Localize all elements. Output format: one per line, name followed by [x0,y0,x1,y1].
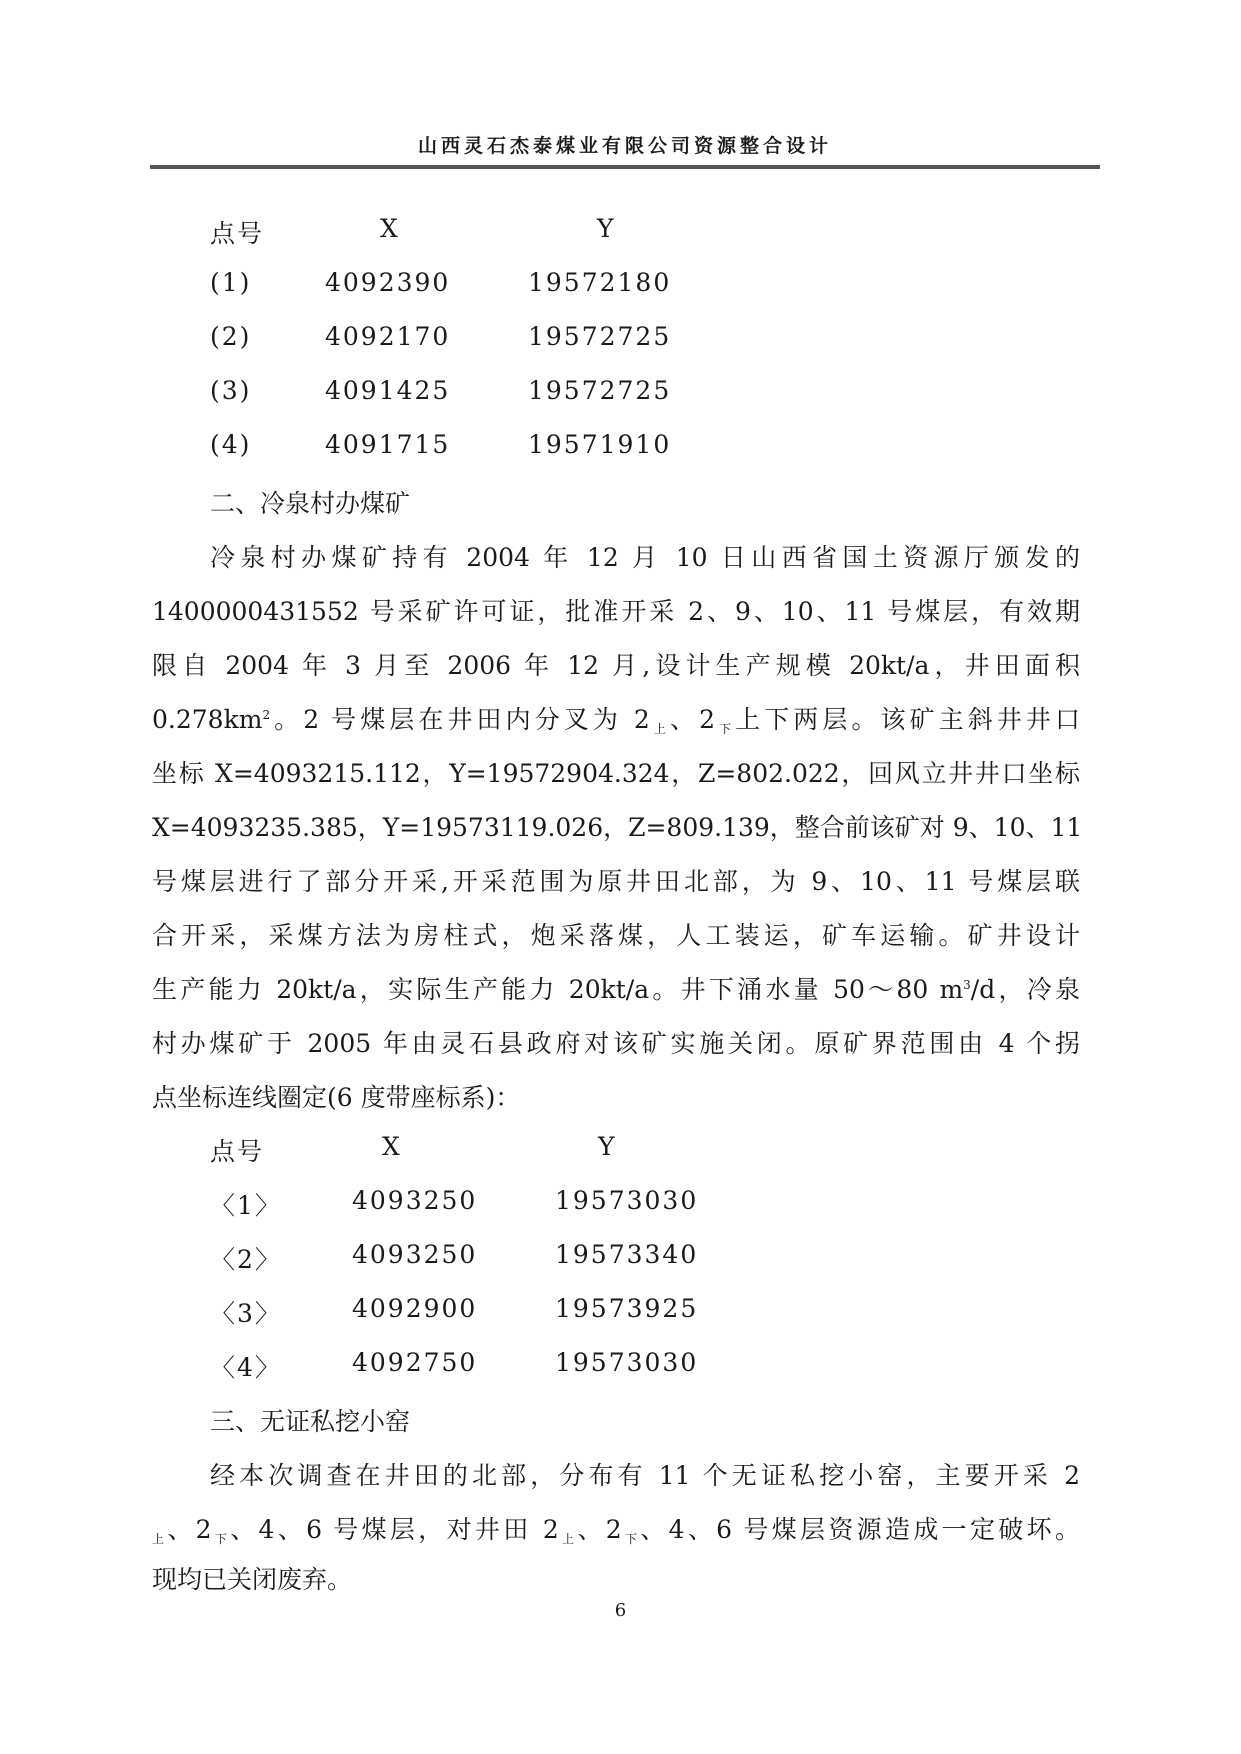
section2-line5: 坐标 X=4093215.112，Y=19572904.324，Z=802.022，回风立井井口坐标 [152,759,1080,788]
header-rule [150,165,1100,169]
table1-header-point: 点号 [210,219,265,248]
table2-row2-y: 19573340 [555,1240,699,1269]
section3-line1: 经本次调查在井田的北部，分布有 11 个无证私挖小窑，主要开采 2 [210,1461,1080,1490]
running-header-title: 山西灵石杰泰煤业有限公司资源整合设计 [417,135,832,157]
table1-row1-x: 4092390 [325,268,451,297]
table1-row4-y: 19571910 [528,430,672,459]
table1-row1-y: 19572180 [528,268,672,297]
table2-row3-x: 4092900 [352,1294,478,1323]
table2-row4-y: 19573030 [555,1348,699,1377]
table2-header-y: Y [598,1132,617,1161]
table2-row1-point: 〈1〉 [210,1191,282,1220]
table1-row3-x: 4091425 [325,376,451,405]
table1-row4-x: 4091715 [325,430,451,459]
section3-line3: 现均已关闭废弃。 [152,1565,353,1594]
table2-row2-point: 〈2〉 [210,1245,282,1274]
table1-row3-y: 19572725 [528,376,672,405]
table2-row4-point: 〈4〉 [210,1353,282,1382]
section2-line10: 村办煤矿于 2005 年由灵石县政府对该矿实施关闭。原矿界范围由 4 个拐 [152,1029,1080,1058]
table1-row4-point: (4) [210,430,252,459]
section2-heading: 二、冷泉村办煤矿 [210,489,411,518]
section2-line9: 生产能力 20kt/a，实际生产能力 20kt/a。井下涌水量 50～80 $m^3/d$，冷泉 [152,975,1080,1004]
table1-row3-point: (3) [210,376,252,405]
section2-line2: 1400000431552 号采矿许可证，批准开采 2、9、10、11 号煤层，有效期 [152,597,1080,626]
table1-row2-x: 4092170 [325,322,451,351]
table2-header-point: 点号 [210,1137,265,1166]
section2-line6: X=4093235.385，Y=19573119.026，Z=809.139，整合前该矿对 9、10、11 [152,813,1083,842]
table2-row3-y: 19573925 [555,1294,699,1323]
section2-line11: 点坐标连线圈定(6 度带座标系)： [152,1083,521,1112]
table2-row2-x: 4093250 [352,1240,478,1269]
section2-line4: $0.278km^2$。2 号煤层在井田内分叉为 $2_上$、$2_下$上下两层。该矿主斜井井口 [152,705,1080,736]
table1-row2-y: 19572725 [528,322,672,351]
table2-row3-point: 〈3〉 [210,1299,282,1328]
table1-row2-point: (2) [210,322,252,351]
table2-header-x: X [382,1132,402,1161]
table2-row1-y: 19573030 [555,1186,699,1215]
section2-line1: 冷泉村办煤矿持有 2004 年 12 月 10 日山西省国土资源厅颁发的 [210,543,1080,572]
table2-row4-x: 4092750 [352,1348,478,1377]
table2-row1-x: 4093250 [352,1186,478,1215]
section3-heading: 三、无证私挖小窑 [210,1407,411,1436]
page-number: 6 [614,1600,627,1621]
table1-row1-point: (1) [210,268,252,297]
section2-line3: 限自 2004 年 3 月至 2006 年 12 月,设计生产规模 20kt/a，井田面积 [152,651,1080,680]
section2-line7: 号煤层进行了部分开采,开采范围为原井田北部，为 9、10、11 号煤层联 [152,867,1080,896]
section2-line8: 合开采，采煤方法为房柱式，炮采落煤，人工装运，矿车运输。矿井设计 [152,921,1080,950]
table1-header-y: Y [597,214,616,243]
table1-header-x: X [380,214,400,243]
section3-line2: $_上$、$2_下$、4、6 号煤层，对井田 $2_上$、$2_下$、4、6 号煤层资源造成一定破坏。 [152,1515,1080,1546]
